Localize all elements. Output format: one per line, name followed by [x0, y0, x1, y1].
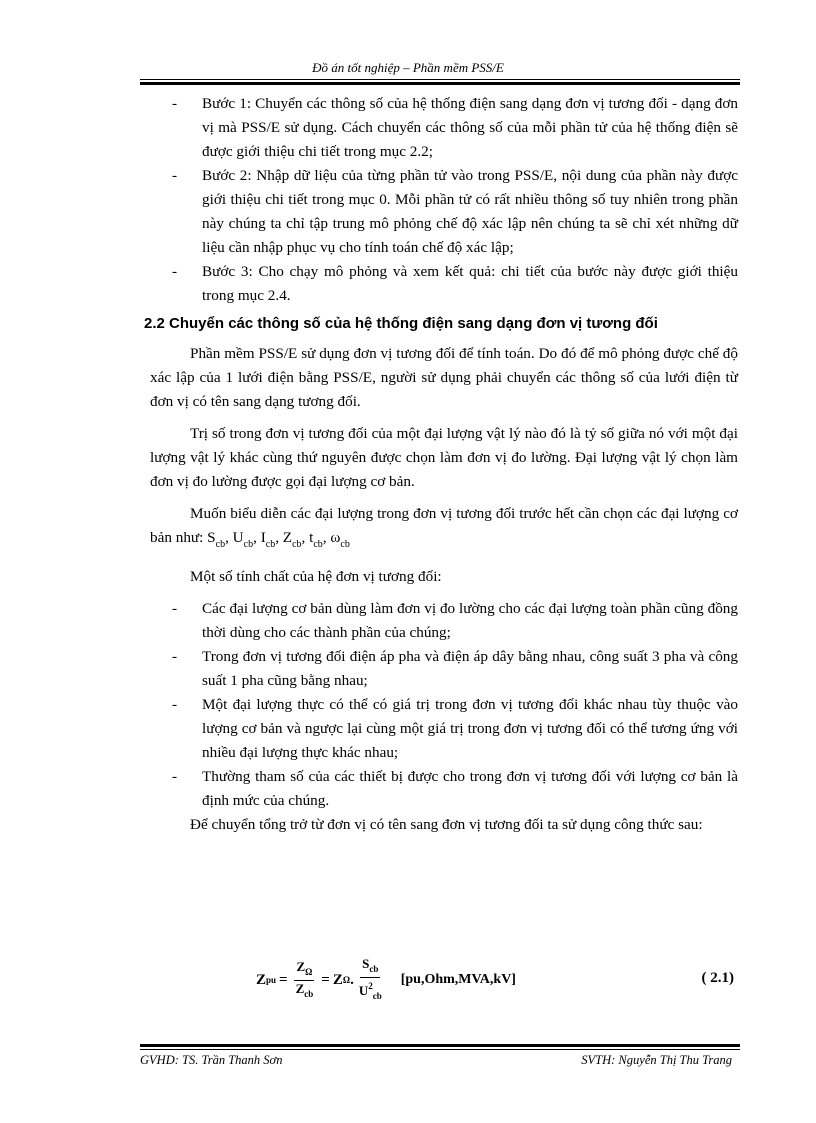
- frac1-den-sub: cb: [304, 988, 314, 999]
- bullet-dash: -: [172, 600, 178, 617]
- bullet-dash: -: [172, 768, 178, 785]
- symbol-u: U: [232, 529, 244, 546]
- bullet-dash: -: [172, 696, 178, 713]
- bullet-dash: -: [172, 95, 178, 112]
- bullet-text: Một đại lượng thực có thể có giá trị trong đơn vị tương đối khác nhau tùy thuộc vào lượng cơ bản và ngược lại cùng một giá trị trong đơn vị tương đối có thể tương ứng với nhiều đại lượng thực khác nhau;: [202, 696, 738, 761]
- list-item: [150, 693, 738, 765]
- formula-mid: Z: [332, 971, 343, 988]
- footer-rule-thick: [140, 1044, 740, 1047]
- equals-sign: =: [321, 971, 330, 988]
- list-item: [150, 164, 738, 260]
- frac2-den: U: [358, 983, 369, 998]
- equals-sign: =: [279, 971, 288, 988]
- bullet-text: Bước 3: Cho chạy mô phỏng và xem kết quả: chi tiết của bước này được giới thiệu trong mục 2.4.: [202, 263, 738, 304]
- frac1-num-sub: Ω: [305, 966, 313, 977]
- bullet-text: Bước 2: Nhập dữ liệu của từng phần tử vào trong PSS/E, nội dung của phần này được giới thiệu chi tiết trong mục 0. Mỗi phần tử có rất nhiều thông số tuy nhiên trong phần này chúng ta chỉ tập trung mô phỏng chế độ xác lập nên chúng ta sẽ chỉ xét những dữ liệu cần nhập phục vụ cho tính toán chế độ xác lập;: [202, 167, 738, 256]
- frac1-num: Z: [296, 958, 306, 974]
- paragraph: Một số tính chất của hệ đơn vị tương đối:: [190, 568, 442, 585]
- symbol-z: Z: [282, 529, 293, 546]
- footer-student: SVTH: Nguyễn Thị Thu Trang: [581, 1053, 732, 1067]
- symbol-t: t: [309, 529, 314, 546]
- section-heading: 2.2 Chuyển các thông số của hệ thống điện sang dạng đơn vị tương đối: [144, 315, 658, 332]
- header-rule-thin: [140, 79, 740, 80]
- symbol-omega: ω: [330, 529, 341, 546]
- footer-rule-thin: [140, 1049, 740, 1050]
- frac2-num-sub: cb: [369, 964, 379, 974]
- bullet-text: Trong đơn vị tương đối điện áp pha và điện áp dây bằng nhau, công suất 3 pha và công suất 1 pha cũng bằng nhau;: [202, 648, 738, 689]
- subscript: cb: [243, 539, 254, 550]
- paragraph: Phần mềm PSS/E sử dụng đơn vị tương đối để tính toán. Do đó để mô phỏng được chế độ xác lập của 1 lưới điện bằng PSS/E, người sử dụng phải chuyển các thông số của lưới điện từ đơn vị có tên sang dạng tương đối.: [150, 345, 738, 410]
- paragraph-text: Muốn biểu diễn các đại lượng trong đơn vị tương đối trước hết cần chọn các đại lượng cơ bản như:: [150, 505, 738, 546]
- bullet-dash: -: [172, 648, 178, 665]
- paragraph: Trị số trong đơn vị tương đối của một đại lượng vật lý nào đó là tỷ số giữa nó với một đại lượng vật lý khác cùng thứ nguyên được chọn làm đơn vị đo lường. Đại lượng vật lý chọn làm đơn vị đo lường được gọi đại lượng cơ bản.: [150, 425, 738, 490]
- list-item: [150, 92, 738, 164]
- subscript: cb: [215, 539, 226, 550]
- list-item: [150, 597, 738, 645]
- equation-number: ( 2.1): [701, 970, 734, 986]
- fraction-s-over-u2: [357, 956, 384, 1004]
- symbol-i: I: [260, 529, 266, 546]
- list-item: [150, 765, 738, 813]
- frac1-den: Z: [295, 980, 305, 996]
- equation-2-1: [0, 958, 816, 1002]
- formula-lhs-sub: pu: [266, 975, 277, 985]
- frac2-den-sub: cb: [372, 991, 382, 1001]
- subscript: cb: [265, 539, 276, 550]
- bullet-text: Thường tham số của các thiết bị được cho trong đơn vị tương đối với lượng cơ bản là định mức của chúng.: [202, 768, 738, 809]
- formula-mid-sub: Ω: [342, 975, 351, 985]
- page-body: [144, 92, 738, 837]
- bullet-dash: -: [172, 263, 178, 280]
- header-rule-thick: [140, 82, 740, 85]
- list-item: [150, 645, 738, 693]
- frac2-den-sup: 2: [368, 981, 373, 991]
- bullet-text: Bước 1: Chuyển các thông số của hệ thống điện sang dạng đơn vị tương đối - dạng đơn vị mà PSS/E sử dụng. Cách chuyển các thông số của mỗi phần tử của hệ thống điện sẽ được giới thiệu chi tiết trong mục 2.2;: [202, 95, 738, 160]
- formula-units: [pu,Ohm,MVA,kV]: [400, 972, 516, 987]
- bullet-text: Các đại lượng cơ bản dùng làm đơn vị đo lường cho các đại lượng toàn phần cũng đồng thời dùng cho các thành phần của chúng;: [202, 600, 738, 641]
- page-header-title: Đồ án tốt nghiệp – Phần mềm PSS/E: [312, 60, 504, 75]
- paragraph: Để chuyển tổng trở từ đơn vị có tên sang đơn vị tương đối ta sử dụng công thức sau:: [190, 816, 703, 833]
- subscript: cb: [292, 539, 302, 550]
- list-item: [150, 260, 738, 308]
- fraction-z-ratio: [294, 959, 316, 1002]
- bullet-dash: -: [172, 167, 178, 184]
- formula-lhs: Z: [256, 971, 267, 988]
- subscript: cb: [340, 539, 350, 550]
- subscript: cb: [313, 539, 323, 550]
- footer-supervisor: GVHD: TS. Trần Thanh Sơn: [140, 1053, 283, 1067]
- paragraph-base-quantities: Muốn biểu diễn các đại lượng trong đơn vị tương đối trước hết cần chọn các đại lượng cơ bản như: $S_{cb}$, $U_{cb}$, $I_{cb}$, $Z_{cb}$, $t_{cb}$, $\omega_{cb}$: [150, 505, 738, 550]
- formula-dot: .: [350, 971, 354, 988]
- symbol-s: S: [207, 529, 216, 546]
- frac2-num: S: [362, 956, 370, 971]
